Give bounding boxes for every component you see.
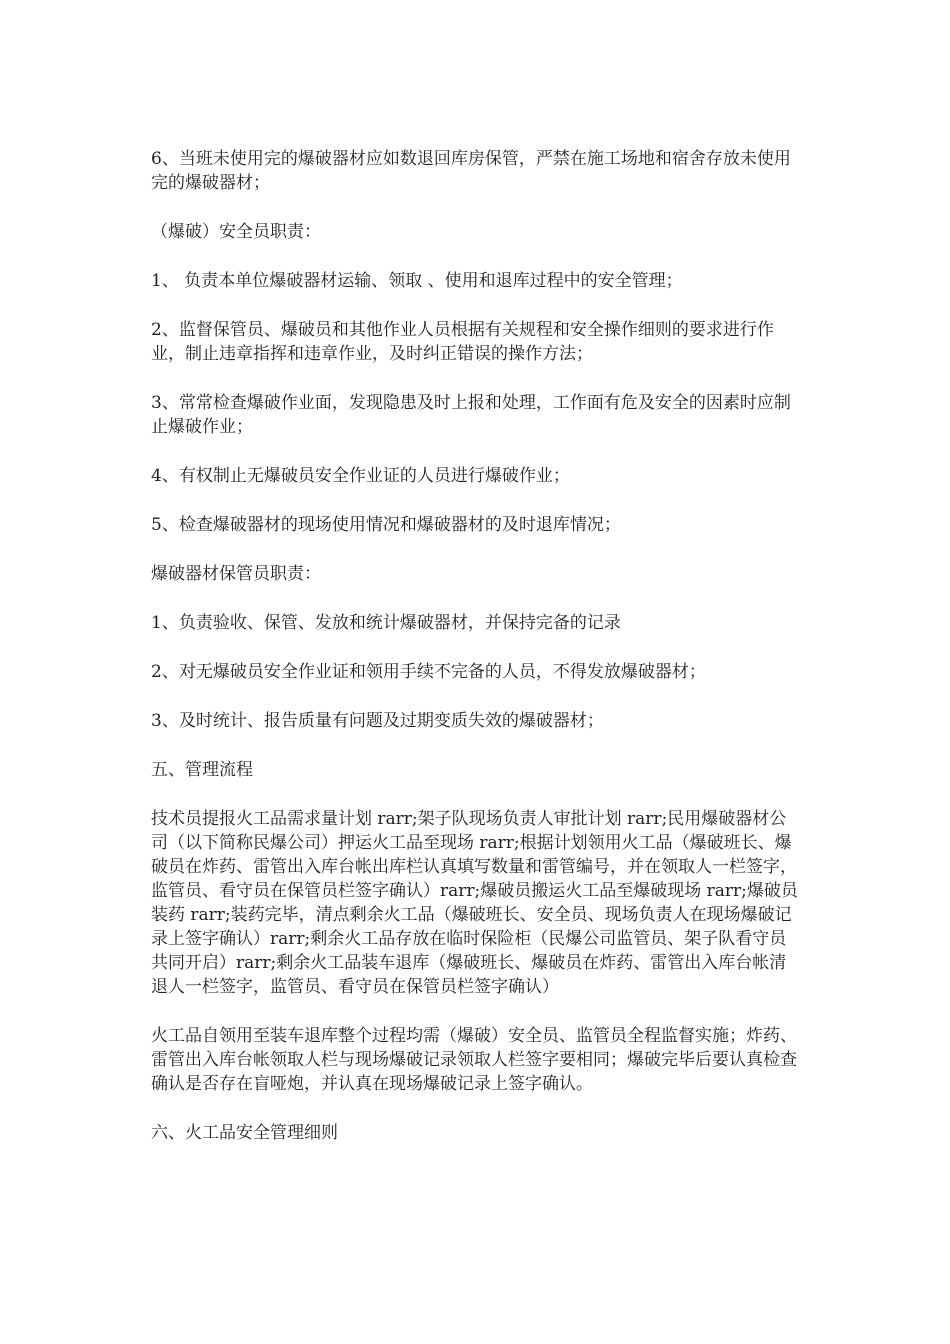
paragraph-supervision-requirements: 火工品自领用至装车退库整个过程均需（爆破）安全员、监管员全程监督实施；炸药、雷管出入库台帐领取人栏与现场爆破记录领取人栏签字要相同；爆破完毕后要认真检查确认是否存在盲哑炮，并认真在现场爆破记录上签字确认。 xyxy=(151,1026,797,1094)
paragraph-process-flow: 技术员提报火工品需求量计划 rarr;架子队现场负责人审批计划 rarr;民用爆破器材公司（以下简称民爆公司）押运火工品至现场 rarr;根据计划领用火工品（爆破班长、爆破员在炸药、雷管出入库台帐出库栏认真填写数量和雷管编号，并在领取人一栏签字，监管员、看守员在保管员栏签字确认）rarr;爆破员搬运火工品至爆破现场 rarr;爆破员装药 rarr;装药完毕，清点剩余火工品（爆破班长、安全员、现场负责人在现场爆破记录上签字确认）rarr;剩余火工品存放在临时保险柜（民爆公司监管员、架子队看守员共同开启）rarr;剩余火工品装车退库（爆破班长、爆破员在炸药、雷管出入库台帐清退人一栏签字，监管员、看守员在保管员栏签字确认） xyxy=(151,809,798,997)
paragraph-custodian-duty-3: 3、及时统计、报告质量有问题及过期变质失效的爆破器材； xyxy=(151,711,604,731)
paragraph-custodian-duty-1: 1、负责验收、保管、发放和统计爆破器材，并保持完备的记录 xyxy=(151,613,621,633)
paragraph-safety-duty-1: 1、 负责本单位爆破器材运输、领取 、使用和退库过程中的安全管理； xyxy=(151,271,683,291)
heading-management-process: 五、管理流程 xyxy=(151,760,253,780)
paragraph-safety-duty-3: 3、常常检查爆破作业面，发现隐患及时上报和处理，工作面有危及安全的因素时应制止爆破作业； xyxy=(151,393,791,437)
heading-safety-rules: 六、火工品安全管理细则 xyxy=(151,1123,338,1143)
paragraph-custodian-duty-2: 2、对无爆破员安全作业证和领用手续不完备的人员，不得发放爆破器材； xyxy=(151,662,706,682)
paragraph-unused-materials-return: 6、当班未使用完的爆破器材应如数退回库房保管，严禁在施工场地和宿舍存放未使用完的爆破器材； xyxy=(151,149,791,193)
paragraph-safety-duty-2: 2、监督保管员、爆破员和其他作业人员根据有关规程和安全操作细则的要求进行作业，制止违章指挥和违章作业，及时纠正错误的操作方法； xyxy=(151,320,774,364)
document-body xyxy=(151,147,801,1170)
heading-safety-officer-duties: （爆破）安全员职责： xyxy=(151,222,321,242)
paragraph-safety-duty-5: 5、检查爆破器材的现场使用情况和爆破器材的及时退库情况； xyxy=(151,515,621,535)
heading-custodian-duties: 爆破器材保管员职责： xyxy=(151,564,321,584)
paragraph-safety-duty-4: 4、有权制止无爆破员安全作业证的人员进行爆破作业； xyxy=(151,466,570,486)
